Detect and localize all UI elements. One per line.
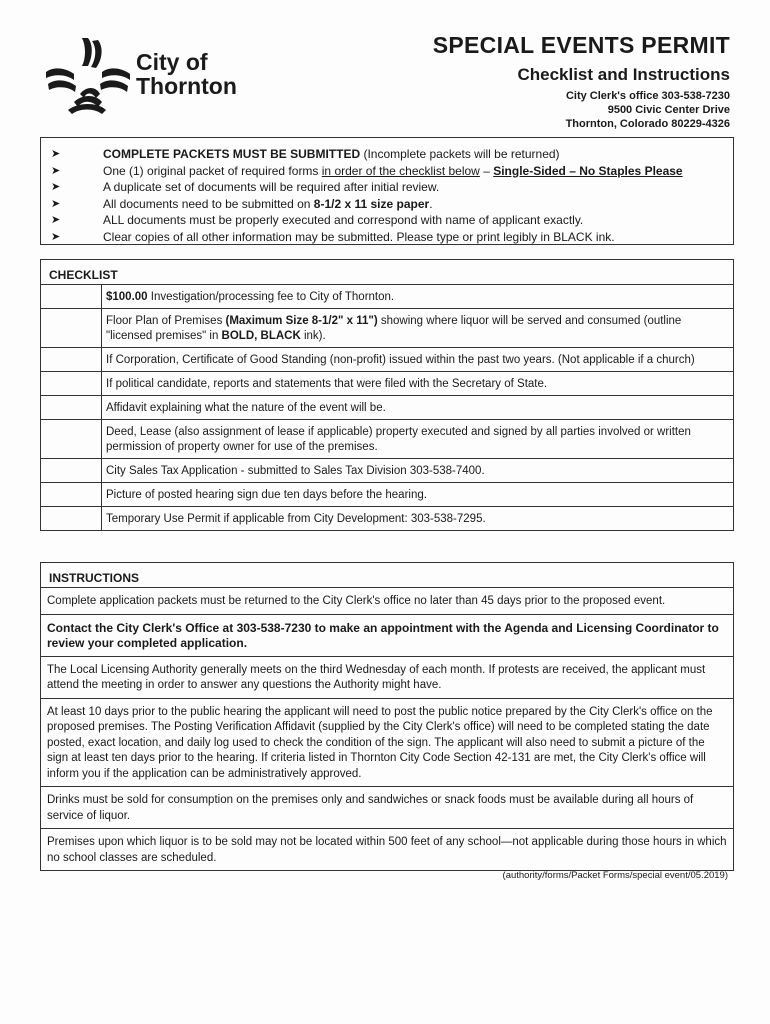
checklist-item-2-text: Floor Plan of Premises xyxy=(106,315,226,327)
bullet-2-underlined: in order of the checklist below xyxy=(321,163,480,178)
instruction-paragraph-contact: Contact the City Clerk's Office at 303-538-7230 to make an appointment with the Agenda and Licensing Coordinator to review your completed application. xyxy=(41,614,733,656)
arrow-bullet-icon: ➤ xyxy=(51,230,61,243)
logo-line-2: Thornton xyxy=(136,73,237,99)
bullet-item xyxy=(51,212,723,229)
checklist-checkbox[interactable] xyxy=(41,372,102,395)
checklist-row xyxy=(41,308,733,347)
instructions-table xyxy=(40,562,734,871)
arrow-bullet-icon: ➤ xyxy=(51,148,61,160)
bullet-4-bold: 8-1/2 x 11 size paper xyxy=(313,196,430,211)
instruction-paragraph: Drinks must be sold for consumption on the premises only and sandwiches or snack foods must be available during all hours of service of liquor. xyxy=(41,786,733,828)
checklist-item-5-text: Affidavit explaining what the nature of the event will be. xyxy=(106,402,386,414)
checklist-checkbox[interactable] xyxy=(41,459,102,482)
checklist-row xyxy=(41,458,733,482)
bullet-2-dash: – xyxy=(479,163,494,178)
checklist-row xyxy=(41,482,733,506)
address-block xyxy=(433,89,730,131)
instruction-paragraph: The Local Licensing Authority generally meets on the third Wednesday of each month. If protests are received, the applicant must attend the meeting in order to answer any questions the Authority might have. xyxy=(41,656,733,698)
checklist-row xyxy=(41,371,733,395)
footer-path: (authority/forms/Packet Forms/special event/05.2019) xyxy=(502,870,728,881)
checklist-checkbox[interactable] xyxy=(41,420,102,458)
title-block xyxy=(433,32,730,131)
logo-line-1: City of xyxy=(136,49,208,75)
checklist-item-6-text: Deed, Lease (also assignment of lease if applicable) property executed and signed by all parties involved or written permission of property owner for use of the premises. xyxy=(106,426,691,453)
page-subtitle: Checklist and Instructions xyxy=(517,65,730,84)
checklist-row xyxy=(41,506,733,530)
bullet-item xyxy=(51,196,723,213)
arrow-bullet-icon: ➤ xyxy=(51,181,61,193)
instruction-paragraph: Complete application packets must be returned to the City Clerk's office no later than 45 days prior to the proposed event. xyxy=(47,595,666,607)
checklist-item-7-text: City Sales Tax Application - submitted to Sales Tax Division 303-538-7400. xyxy=(106,465,485,477)
arrow-bullet-icon: ➤ xyxy=(51,164,61,177)
bullet-1-bold: COMPLETE PACKETS MUST BE SUBMITTED xyxy=(103,147,361,161)
checklist-checkbox[interactable] xyxy=(41,396,102,419)
instruction-paragraph: At least 10 days prior to the public hearing the applicant will need to post the public notice prepared by the City Clerk's office on the proposed premises. The Posting Verification Affidavit (supplied by the City Clerk's office) will need to be completed stating the date posted, exact location, and daily log used to check the condition of the sign. The applicant will also need to submit a picture of the sign at least ten days prior to the hearing. If criteria listed in Thornton City Code Section 42-131 are met, the City Clerk's office will inform you if the application can be administratively approved. xyxy=(41,698,733,787)
checklist-item-2-end: ink). xyxy=(300,330,326,342)
bullet-item xyxy=(51,179,723,196)
office-phone: City Clerk's office 303-538-7230 xyxy=(565,90,730,102)
bullet-item xyxy=(51,229,723,246)
checklist-item-2-mid: showing where liquor will be served and consumed (outline "licensed premises" in xyxy=(106,315,682,342)
checklist-item-4-text: If political candidate, reports and statements that were filed with the Secretary of State. xyxy=(106,378,548,390)
checklist-checkbox[interactable] xyxy=(41,507,102,530)
checklist-checkbox[interactable] xyxy=(41,483,102,506)
bullet-5-text: ALL documents must be properly executed and correspond with name of applicant exactly. xyxy=(103,213,584,227)
bullet-item xyxy=(51,146,723,163)
arrow-bullet-icon: ➤ xyxy=(51,197,61,210)
checklist-checkbox[interactable] xyxy=(41,309,102,347)
bullet-3-text: A duplicate set of documents will be required after initial review. xyxy=(103,180,440,194)
bullet-4-end: . xyxy=(429,196,433,211)
bullet-item xyxy=(51,163,723,180)
checklist-title: CHECKLIST xyxy=(41,260,733,285)
bullet-1-text: (Incomplete packets will be returned) xyxy=(360,147,560,161)
checklist-item-2-bold: (Maximum Size 8-1/2" x 11") xyxy=(225,315,378,327)
logo-wordmark xyxy=(136,50,237,98)
checklist-item-1-text: Investigation/processing fee to City of Thornton. xyxy=(147,291,395,303)
requirements-box xyxy=(40,137,734,245)
checklist-item-1-bold: $100.00 xyxy=(106,291,148,303)
street-address: 9500 Civic Center Drive xyxy=(607,104,730,116)
city-logo xyxy=(44,36,264,116)
bullet-4-text: All documents need to be submitted on xyxy=(103,196,314,211)
bullet-2-text: One (1) original packet of required forms xyxy=(103,163,322,178)
arrow-bullet-icon: ➤ xyxy=(51,214,61,226)
instruction-paragraph: Premises upon which liquor is to be sold may not be located within 500 feet of any school—not applicable during those hours in which no school classes are scheduled. xyxy=(41,828,733,870)
thornton-logo-icon xyxy=(44,36,134,116)
city-address: Thornton, Colorado 80229-4326 xyxy=(565,118,730,130)
page-title: SPECIAL EVENTS PERMIT xyxy=(432,32,730,58)
checklist-item-9-text: Temporary Use Permit if applicable from City Development: 303-538-7295. xyxy=(106,513,486,525)
checklist-checkbox[interactable] xyxy=(41,348,102,371)
checklist-table xyxy=(40,259,734,531)
checklist-row xyxy=(41,419,733,458)
instructions-title: INSTRUCTIONS xyxy=(41,563,733,588)
checklist-row xyxy=(41,395,733,419)
checklist-row xyxy=(41,347,733,371)
checklist-item-8-text: Picture of posted hearing sign due ten days before the hearing. xyxy=(106,489,427,501)
bullet-2-emphasis: Single-Sided – No Staples Please xyxy=(493,163,683,178)
checklist-item-2-bold-2: BOLD, BLACK xyxy=(221,330,301,342)
checklist-checkbox[interactable] xyxy=(41,285,102,308)
checklist-item-3-text: If Corporation, Certificate of Good Standing (non-profit) issued within the past two years. (Not applicable if a church) xyxy=(106,354,695,366)
checklist-row xyxy=(41,285,733,308)
bullet-6-text: Clear copies of all other information may be submitted. Please type or print legibly in BLACK ink. xyxy=(103,229,615,244)
